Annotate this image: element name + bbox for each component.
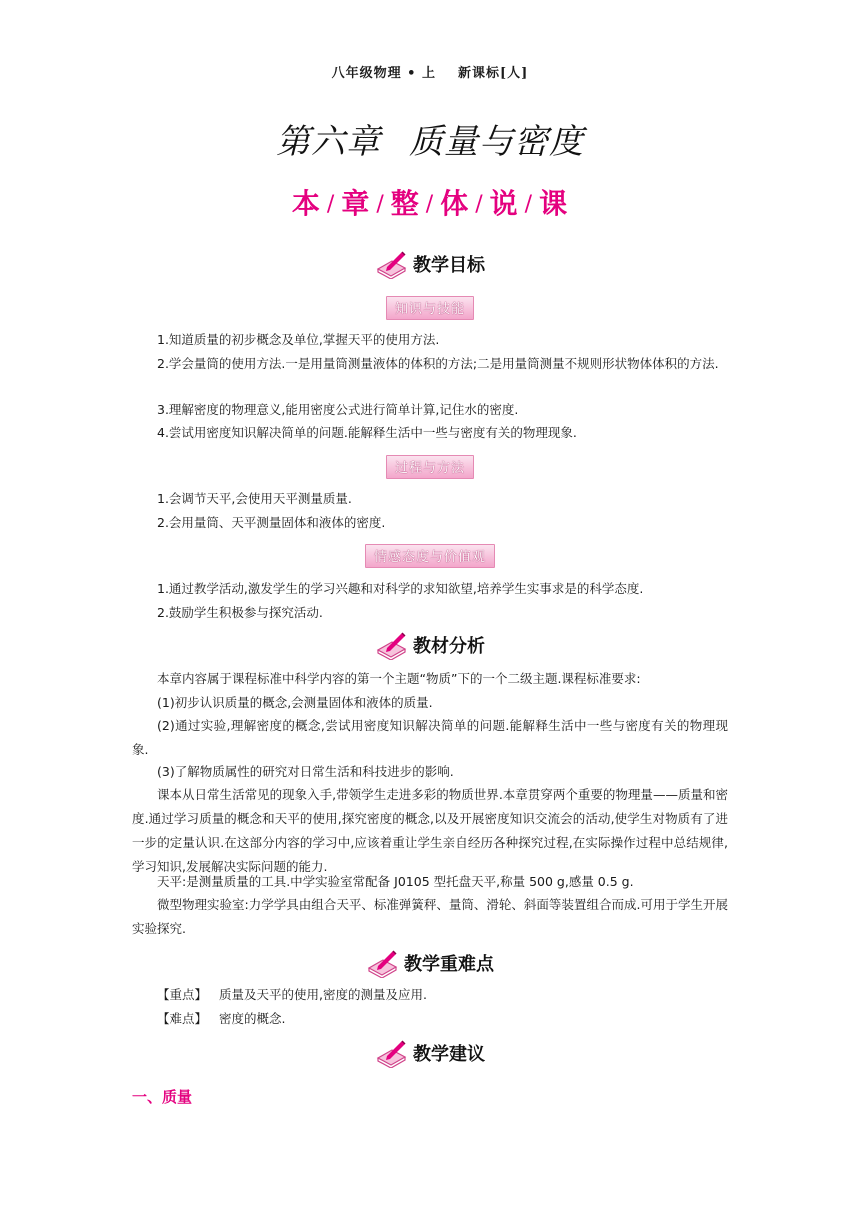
subtitle-char: 说	[489, 187, 519, 220]
section-title: 教学重难点	[404, 954, 494, 975]
knowledge-item: 4.尝试用密度知识解决简单的问题.能解释生活中一些与密度有关的物理现象.	[157, 425, 577, 440]
section-title: 教材分析	[413, 636, 485, 657]
analysis-paragraph: (2)通过实验,理解密度的概念,尝试用密度知识解决简单的问题.能解释生活中一些与密度有关的物理现象.	[132, 718, 728, 757]
subtitle-char: 整	[390, 187, 420, 220]
difficult-point-label: 【难点】	[157, 1011, 208, 1026]
process-item: 1.会调节天平,会使用天平测量质量.	[157, 491, 352, 506]
analysis-paragraph: (1)初步认识质量的概念,会测量固体和液体的质量.	[157, 695, 433, 710]
subsection-heading: 一、质量	[132, 1088, 193, 1106]
section-heading-suggestions	[0, 1038, 860, 1068]
knowledge-item: 1.知道质量的初步概念及单位,掌握天平的使用方法.	[157, 332, 440, 347]
analysis-paragraph: (3)了解物质属性的研究对日常生活和科技进步的影响.	[157, 764, 454, 779]
header-right: 新课标[人]	[458, 66, 529, 81]
emotion-item: 1.通过教学活动,激发学生的学习兴趣和对科学的求知欲望,培养学生实事求是的科学态度.	[157, 581, 644, 596]
section-title: 教学建议	[413, 1044, 485, 1065]
difficult-point	[157, 1008, 285, 1030]
chapter-name: 质量与密度	[409, 122, 584, 162]
tag-knowledge: 知识与技能	[0, 296, 860, 318]
tag-process: 过程与方法	[0, 455, 860, 477]
difficult-point-text: 密度的概念.	[219, 1011, 286, 1026]
subtitle-char: 章	[341, 187, 371, 220]
subtitle-char: 课	[539, 187, 569, 220]
pen-book-icon	[375, 1038, 407, 1068]
emotion-item: 2.鼓励学生积极参与探究活动.	[157, 605, 323, 620]
tag-emotion: 情感态度与价值观	[0, 544, 860, 566]
key-point	[157, 984, 427, 1006]
analysis-paragraph: 本章内容属于课程标准中科学内容的第一个主题“物质”下的一个二级主题.课程标准要求:	[157, 671, 641, 686]
pen-book-icon	[375, 630, 407, 660]
analysis-paragraph: 微型物理实验室:力学学具由组合天平、标准弹簧秤、量筒、滑轮、斜面等装置组合而成.可用于学生开展实验探究.	[132, 897, 728, 936]
knowledge-item: 2.学会量筒的使用方法.一是用量筒测量液体的体积的方法;二是用量筒测量不规则形状物体体积的方法.	[157, 356, 719, 371]
pen-book-icon	[366, 948, 398, 978]
analysis-paragraph: 课本从日常生活常见的现象入手,带领学生走进多彩的物质世界.本章贯穿两个重要的物理量——质量和密度.通过学习质量的概念和天平的使用,探究密度的概念,以及开展密度知识交流会的活动,使学生对物质有了进一步的定量认识.在这部分内容的学习中,应该着重让学生亲自经历各种探究过程,在实际操作过程中总结规律,学习知识,发展解决实际问题的能力.	[132, 787, 728, 874]
section-heading-analysis	[0, 630, 860, 660]
key-point-label: 【重点】	[157, 987, 208, 1002]
section-heading-keypoints	[0, 948, 860, 978]
knowledge-item: 3.理解密度的物理意义,能用密度公式进行简单计算,记住水的密度.	[157, 402, 519, 417]
subtitle-char: 本	[291, 187, 321, 220]
running-header	[0, 62, 860, 81]
analysis-paragraph: 天平:是测量质量的工具.中学实验室常配备 J0105 型托盘天平,称量 500 g,感量 0.5 g.	[157, 874, 634, 889]
section-subtitle: 本 / 章 / 整 / 体 / 说 / 课	[291, 187, 569, 220]
key-point-text: 质量及天平的使用,密度的测量及应用.	[219, 987, 427, 1002]
section-heading-goals	[0, 249, 860, 279]
section-title: 教学目标	[413, 255, 485, 276]
subtitle-char: 体	[440, 187, 470, 220]
chapter-title	[0, 114, 860, 163]
pen-book-icon	[375, 249, 407, 279]
header-left: 八年级物理 • 上	[331, 66, 437, 81]
process-item: 2.会用量筒、天平测量固体和液体的密度.	[157, 515, 386, 530]
chapter-number: 第六章	[276, 122, 381, 162]
